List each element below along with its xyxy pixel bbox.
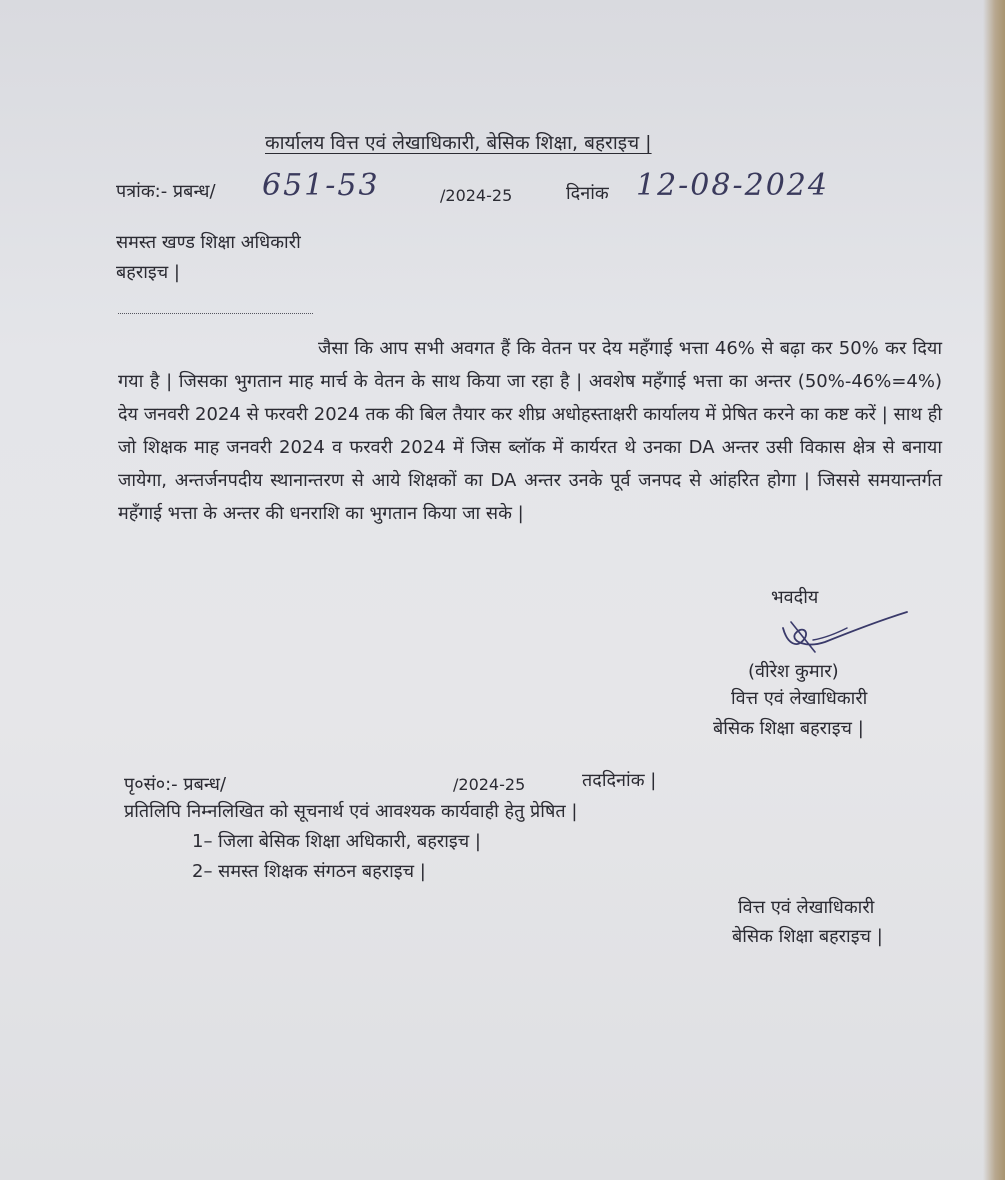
copy-date-label: तददिनांक | [582,770,657,791]
copy-reference-label: पृ०सं०:- प्रबन्ध/ [124,774,227,795]
handwritten-reference-number: 651-53 [262,168,380,203]
signatory-name: (वीरेश कुमार) [748,661,839,682]
copy-recipient-1: 1– जिला बेसिक शिक्षा अधिकारी, बहराइच | [192,831,481,852]
footer-department: बेसिक शिक्षा बहराइच | [732,926,883,947]
reference-year: /2024-25 [440,186,513,205]
signatory-department: बेसिक शिक्षा बहराइच | [713,718,864,739]
footer-designation: वित्त एवं लेखाधिकारी [738,897,875,918]
page-edge-shadow [983,0,1005,1180]
addressee-line-2: बहराइच | [116,262,180,283]
body-paragraph: जैसा कि आप सभी अवगत हैं कि वेतन पर देय महँगाई भत्ता 46% से बढ़ा कर 50% कर दिया गया है | जिसका भुगतान माह मार्च के वेतन के साथ किया जा रहा है | अवशेष महँगाई भत्ता का अन्तर (50%-46%=4%) देय जनवरी 2024 से फरवरी 2024 तक की बिल तैयार कर शीघ्र अधोहस्ताक्षरी कार्यालय में प्रेषित करने का कष्ट करें | साथ ही जो शिक्षक माह जनवरी 2024 व फरवरी 2024 में जिस ब्लॉक में कार्यरत थे उनका DA अन्तर उसी विकास क्षेत्र से बनाया जायेगा, अन्तर्जनपदीय स्थानान्तरण से आये शिक्षकों का DA अन्तर उनके पूर्व जनपद से आंहरित होगा | जिससे समयान्तर्गत महँगाई भत्ता के अन्तर की धनराशि का भुगतान किया जा सके | [118,338,942,524]
date-label: दिनांक [566,183,609,204]
office-title: कार्यालय वित्त एवं लेखाधिकारी, बेसिक शिक्षा, बहराइच | [265,132,652,154]
closing-bhavdiy: भवदीय [771,587,819,608]
reference-label: पत्रांक:- प्रबन्ध/ [116,181,216,202]
copy-intro: प्रतिलिपि निम्नलिखित को सूचनार्थ एवं आवश्यक कार्यवाही हेतु प्रेषित | [124,801,578,822]
copy-recipient-2: 2– समस्त शिक्षक संगठन बहराइच | [192,861,426,882]
handwritten-date: 12-08-2024 [636,168,829,203]
signatory-designation: वित्त एवं लेखाधिकारी [731,688,868,709]
copy-reference-year: /2024-25 [453,775,526,794]
dotted-divider [118,313,313,314]
signature-scribble [735,608,915,668]
addressee-line-1: समस्त खण्ड शिक्षा अधिकारी [116,232,301,253]
